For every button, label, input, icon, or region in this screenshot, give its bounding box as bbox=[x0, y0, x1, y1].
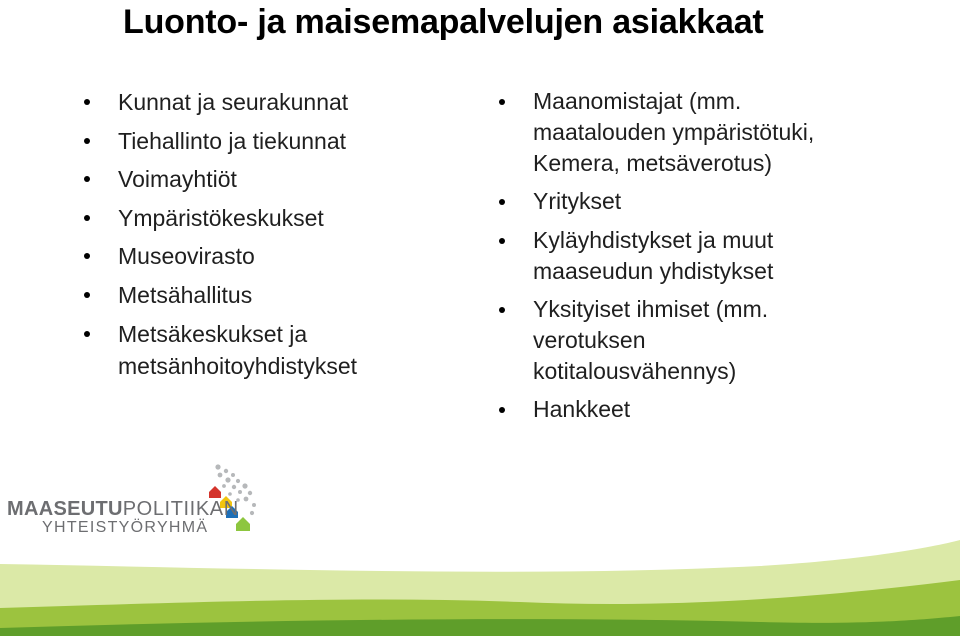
list-item-text: Metsähallitus bbox=[118, 281, 253, 308]
list-item bbox=[82, 240, 452, 272]
left-bullet-list bbox=[82, 86, 452, 388]
right-bullet-list bbox=[497, 86, 957, 432]
list-item-text: Museovirasto bbox=[118, 243, 255, 270]
list-item bbox=[82, 279, 452, 311]
list-item bbox=[497, 225, 863, 287]
list-item bbox=[82, 86, 452, 118]
list-item bbox=[497, 186, 957, 217]
list-item-text: Maanomistajat (mm. maatalouden ympäristötuki, Kemera, metsäverotus) bbox=[533, 88, 815, 176]
list-item-text: Voimayhtiöt bbox=[118, 166, 237, 193]
list-item bbox=[497, 86, 878, 179]
red-house-icon bbox=[209, 486, 221, 498]
list-item bbox=[82, 125, 452, 157]
list-item bbox=[82, 163, 452, 195]
logo-word-light: POLITIIKAN bbox=[122, 498, 239, 520]
list-item-text: Metsäkeskukset ja metsänhoitoyhdistykset bbox=[118, 320, 358, 379]
list-item-text: Tiehallinto ja tiekunnat bbox=[118, 127, 347, 154]
list-item bbox=[82, 202, 452, 234]
list-item bbox=[82, 318, 418, 382]
logo-wordmark bbox=[7, 498, 239, 521]
logo-word-bold: MAASEUTU bbox=[7, 498, 123, 520]
list-item-text: Yksityiset ihmiset (mm. verotuksen kotitalousvähennys) bbox=[533, 295, 769, 384]
list-item-text: Kunnat ja seurakunnat bbox=[118, 89, 349, 115]
list-item bbox=[497, 294, 833, 387]
list-item-text: Ympäristökeskukset bbox=[118, 204, 324, 231]
list-item bbox=[497, 394, 957, 425]
organization-logo bbox=[0, 462, 270, 542]
list-item-text: Yritykset bbox=[533, 188, 622, 215]
list-item-text: Kyläyhdistykset ja muut maaseudun yhdistykset bbox=[533, 226, 774, 284]
list-item-text: Hankkeet bbox=[533, 396, 631, 423]
logo-subtitle: YHTEISTYÖRYHMÄ bbox=[42, 519, 209, 536]
slide-title: Luonto- ja maisemapalvelujen asiakkaat bbox=[123, 3, 764, 41]
